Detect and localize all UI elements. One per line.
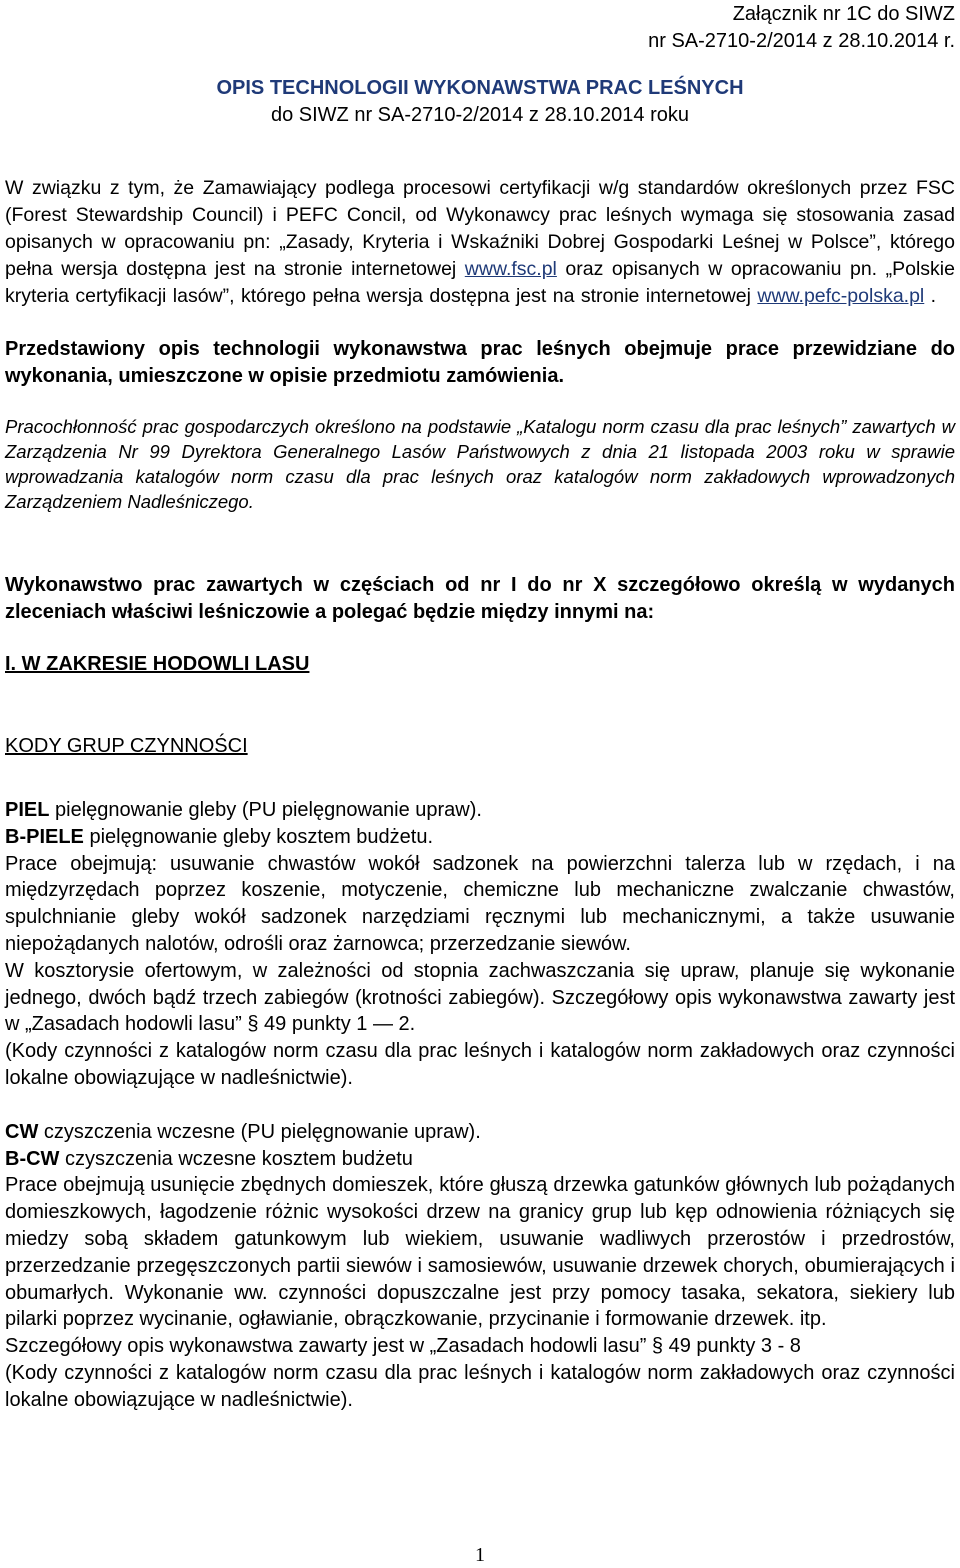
section-heading: I. W ZAKRESIE HODOWLI LASU bbox=[5, 653, 310, 675]
labor-note: Pracochłonność prac gospodarczych określono na podstawie „Katalogu norm czasu dla prac leśnych” zawartych w Zarządzenia Nr 99 Dyrektora Generalnego Lasów Państwowych z dnia 21 listopada 2003 roku w sprawie wprowadzania katalogów norm czasu dla prac leśnych oraz katalogów norm zakładowych wprowadzonych Zarządzeniem Nadleśniczego. bbox=[5, 416, 955, 512]
scope-statement: Przedstawiony opis technologii wykonawstwa prac leśnych obejmuje prace przewidziane do wykonania, umieszczone w opisie przedmiotu zamówienia. bbox=[5, 338, 955, 387]
activity-description: pielęgnowanie gleby kosztem budżetu. bbox=[83, 825, 434, 848]
pefc-link[interactable]: www.pefc-polska.pl bbox=[757, 285, 925, 307]
estimate-description: Szczegółowy opis wykonawstwa zawarty jest w „Zasadach hodowli lasu” § 49 punkty 3 - 8 bbox=[5, 1335, 801, 1358]
estimate-description: W kosztorysie ofertowym, w zależności od stopnia zachwaszczania się upraw, planuje się wykonanie jednego, dwóch bądź trzech zabiegów (krotności zabiegów). Szczegółowy opis wykonawstwa zawarty jest w „Zasadach hodowli lasu” § 49 punkty 1 — 2. bbox=[5, 959, 955, 1036]
attachment-line-1: Załącznik nr 1C do SIWZ bbox=[732, 3, 955, 25]
group-cw bbox=[5, 1119, 955, 1414]
document-subtitle: do SIWZ nr SA-2710-2/2014 z 28.10.2014 roku bbox=[270, 104, 690, 126]
codes-note: (Kody czynności z katalogów norm czasu dla prac leśnych i katalogów norm zakładowych oraz czynności lokalne obowiązujące w nadleśnictwie). bbox=[5, 1361, 955, 1411]
code-line bbox=[5, 1119, 955, 1146]
code-line bbox=[5, 824, 955, 851]
intro-text-1: W związku z tym, że Zamawiający podlega procesowi certyfikacji w/g standardów określonych przez FSC (Forest Stewardship Council) i PEFC Concil, od Wykonawcy prac leśnych wymaga się stosowania zasad opisanych w opracowaniu pn: „Zasady, Kryteria i Wskaźniki Dobrej Gospodarki Leśnej w Polsce”, którego pełna wersja dostępna jest na stronie internetowej bbox=[5, 177, 955, 280]
document-title: OPIS TECHNOLOGII WYKONAWSTWA PRAC LEŚNYCH bbox=[216, 77, 744, 99]
attachment-line-2: nr SA-2710-2/2014 z 28.10.2014 r. bbox=[648, 30, 955, 52]
activity-code: PIEL bbox=[5, 799, 50, 821]
activity-description: czyszczenia wczesne (PU pielęgnowanie upraw). bbox=[38, 1120, 481, 1143]
activity-description: pielęgnowanie gleby (PU pielęgnowanie upraw). bbox=[49, 799, 482, 821]
code-line bbox=[5, 797, 955, 824]
fsc-link[interactable]: www.fsc.pl bbox=[464, 258, 557, 280]
intro-text-3: . bbox=[924, 285, 937, 307]
activity-description: czyszczenia wczesne kosztem budżetu bbox=[59, 1147, 413, 1170]
page-number: 1 bbox=[475, 1544, 485, 1566]
execution-statement: Wykonawstwo prac zawartych w częściach od nr I do nr X szczegółowo określą w wydanych zleceniach właściwi leśniczowie a polegać będzie między innymi na: bbox=[5, 574, 955, 623]
activity-code: CW bbox=[5, 1120, 39, 1143]
codes-heading: KODY GRUP CZYNNOŚCI bbox=[5, 735, 248, 757]
document-page bbox=[5, 0, 955, 1414]
intro-text-2: oraz opisanych w opracowaniu pn. „Polskie kryteria certyfikacji lasów”, którego pełna wersja dostępna jest na stronie internetowej bbox=[5, 258, 955, 307]
intro-paragraph bbox=[5, 175, 955, 310]
group-piel bbox=[5, 797, 955, 1092]
work-description: Prace obejmują usunięcie zbędnych domieszek, które głuszą drzewka gatunków głównych lub pożądanych domieszkowych, łagodzenie różnic wysokości drzew na granicy grup lub kęp odnowienia różniących się miedzy sobą składem gatunkowym lub wiekiem, usuwanie wadliwych przerostów i przedrostów, przerzedzanie przegęszczonych partii siewów i samosiewów, usuwanie drzewek chorych, obumierających i obumarłych. Wykonanie ww. czynności dopuszczalne jest przy pomocy tasaka, sekatora, siekiery lub pilarki poprzez wycinanie, ogławianie, obrączkowanie, przycinanie i formowanie drzewek. itp. bbox=[5, 1174, 955, 1331]
activity-code: B-CW bbox=[5, 1147, 60, 1170]
code-line bbox=[5, 1146, 955, 1173]
activity-code: B-PIELE bbox=[5, 825, 84, 848]
attachment-header bbox=[5, 0, 955, 55]
codes-note: (Kody czynności z katalogów norm czasu dla prac leśnych i katalogów norm zakładowych oraz czynności lokalne obowiązujące w nadleśnictwie). bbox=[5, 1040, 955, 1089]
work-description: Prace obejmują: usuwanie chwastów wokół sadzonek na powierzchni talerza lub w rzędach, i na międzyrzędach poprzez koszenie, motyczenie, chemiczne lub mechaniczne zwalczanie chwastów, spulchnianie gleby wokół sadzonek narzędziami ręcznymi lub mechanicznymi, a także usuwanie niepożądanych nalotów, odrośli oraz żarnowca; przerzedzanie siewów. bbox=[5, 852, 955, 955]
